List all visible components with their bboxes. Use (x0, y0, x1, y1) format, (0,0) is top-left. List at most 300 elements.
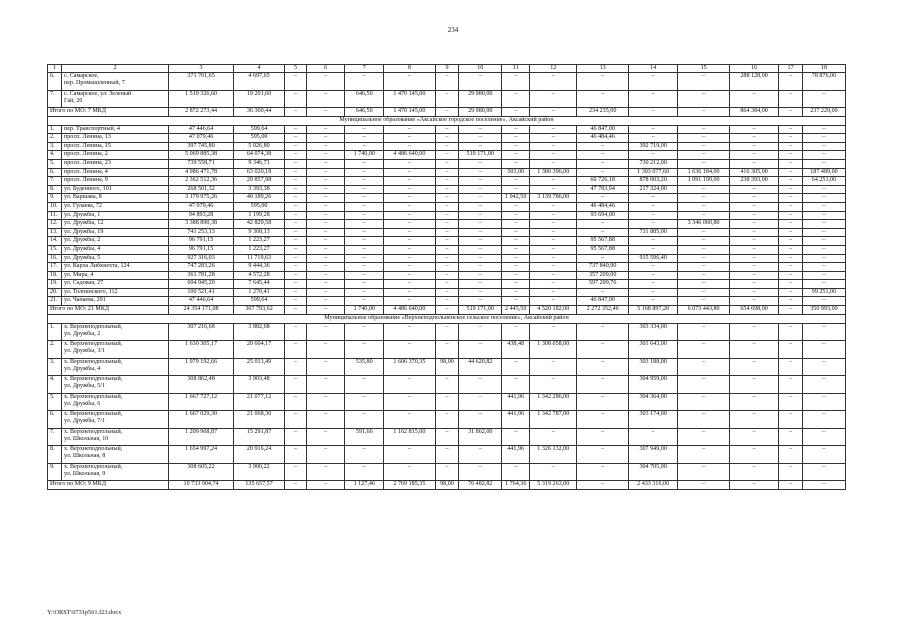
value-cell: 5 069 885,38 (169, 151, 233, 160)
value-cell: – (384, 263, 436, 272)
value-cell: – (306, 376, 345, 394)
value-cell: – (345, 211, 384, 220)
value-cell: 303 174,00 (628, 411, 677, 429)
value-cell: – (530, 142, 577, 151)
value-cell: – (530, 245, 577, 254)
value-cell: – (577, 323, 629, 341)
value-cell: 416 305,00 (729, 168, 778, 177)
value-cell: – (678, 202, 730, 211)
value-cell: 1 223,27 (233, 245, 285, 254)
value-cell: – (435, 202, 459, 211)
value-cell: 927 316,03 (169, 254, 233, 263)
total-value: – (577, 481, 629, 490)
value-cell: – (779, 142, 803, 151)
value-cell: 2 362 512,36 (169, 177, 233, 186)
value-cell: – (779, 428, 803, 446)
value-cell: – (779, 237, 803, 246)
row-number: 15. (48, 245, 62, 254)
value-cell: – (384, 228, 436, 237)
value-cell: – (678, 393, 730, 411)
value-cell: 46 484,46 (577, 202, 629, 211)
value-cell: 1 303 077,60 (628, 168, 677, 177)
total-value: 2 433 316,00 (628, 481, 677, 490)
value-cell: – (435, 254, 459, 263)
value-cell: – (802, 220, 845, 229)
value-cell: 441,96 (502, 393, 530, 411)
total-value: – (802, 481, 845, 490)
table-row (48, 168, 846, 177)
value-cell: – (306, 297, 345, 306)
value-cell: – (435, 159, 459, 168)
header-cell: 10 (459, 65, 502, 73)
value-cell: 63 020,18 (233, 168, 285, 177)
row-number: 12. (48, 220, 62, 229)
value-cell: – (577, 288, 629, 297)
value-cell: 1 636 184,00 (678, 168, 730, 177)
value-cell: – (345, 463, 384, 481)
value-cell: – (577, 393, 629, 411)
value-cell: – (345, 341, 384, 359)
section-title: Муниципальное образование «Верхнеподпольненское сельское поселение», Аксайский район (48, 314, 846, 323)
value-cell: – (345, 288, 384, 297)
value-cell: – (577, 159, 629, 168)
value-cell: 31 862,00 (459, 428, 502, 446)
value-cell: – (459, 463, 502, 481)
value-cell: – (459, 159, 502, 168)
value-cell: – (345, 159, 384, 168)
header-cell: 13 (577, 65, 629, 73)
value-cell: – (530, 323, 577, 341)
value-cell: – (678, 446, 730, 464)
value-cell: – (729, 263, 778, 272)
row-number: 7. (48, 177, 62, 186)
value-cell: – (345, 73, 384, 91)
value-cell: – (384, 194, 436, 203)
value-cell: – (435, 323, 459, 341)
value-cell: – (779, 263, 803, 272)
value-cell: – (435, 142, 459, 151)
value-cell: 47 446,64 (169, 297, 233, 306)
value-cell: – (306, 341, 345, 359)
value-cell: – (678, 73, 730, 91)
value-cell: – (502, 177, 530, 186)
value-cell: – (459, 211, 502, 220)
value-cell: 438,48 (502, 341, 530, 359)
value-cell: – (306, 177, 345, 186)
total-value: 654 698,00 (729, 306, 778, 315)
address-cell: ул. Варшава, 8 (61, 194, 168, 203)
value-cell: – (678, 245, 730, 254)
address-cell: ул. Дружбы, 1 (61, 211, 168, 220)
value-cell: 303 334,00 (628, 323, 677, 341)
value-cell: – (459, 323, 502, 341)
value-cell: – (530, 211, 577, 220)
row-number: 2. (48, 134, 62, 143)
value-cell: – (459, 202, 502, 211)
value-cell: – (435, 446, 459, 464)
value-cell: – (802, 323, 845, 341)
value-cell: – (285, 358, 306, 376)
value-cell: 915 596,40 (628, 254, 677, 263)
value-cell: 595,00 (233, 134, 285, 143)
value-cell: – (285, 245, 306, 254)
value-cell: – (530, 358, 577, 376)
value-cell: 1 942,50 (502, 194, 530, 203)
value-cell: – (285, 463, 306, 481)
value-cell: – (530, 263, 577, 272)
value-cell: 3 179 975,26 (169, 194, 233, 203)
value-cell: – (459, 168, 502, 177)
value-cell: – (729, 220, 778, 229)
total-value: 646,50 (345, 108, 384, 117)
value-cell: – (285, 194, 306, 203)
value-cell: – (345, 411, 384, 429)
value-cell: – (285, 142, 306, 151)
value-cell: 47 446,64 (169, 125, 233, 134)
total-value: – (779, 306, 803, 315)
value-cell: – (502, 185, 530, 194)
value-cell: – (678, 463, 730, 481)
value-cell: 361 781,28 (169, 271, 233, 280)
value-cell: – (802, 358, 845, 376)
value-cell: – (384, 185, 436, 194)
value-cell: 78 876,00 (802, 73, 845, 91)
table-row (48, 211, 846, 220)
table-row (48, 220, 846, 229)
total-value: 1 740,00 (345, 306, 384, 315)
value-cell: 3 393,38 (233, 185, 285, 194)
value-cell: – (577, 220, 629, 229)
value-cell: – (285, 134, 306, 143)
value-cell: – (628, 220, 677, 229)
value-cell: – (530, 288, 577, 297)
value-cell: 737 840,90 (577, 263, 629, 272)
value-cell: 25 013,49 (233, 358, 285, 376)
value-cell: 95 567,88 (577, 245, 629, 254)
value-cell: – (502, 263, 530, 272)
value-cell: 5 026,80 (233, 142, 285, 151)
value-cell: – (285, 254, 306, 263)
table-row (48, 428, 846, 446)
total-value: – (530, 108, 577, 117)
value-cell: – (306, 185, 345, 194)
table-row (48, 202, 846, 211)
value-cell: – (729, 297, 778, 306)
value-cell: – (435, 151, 459, 160)
section-title: Муниципальное образование «Аксайское городское поселение», Аксайский район (48, 116, 846, 125)
value-cell: – (459, 142, 502, 151)
value-cell: – (729, 211, 778, 220)
value-cell: – (779, 194, 803, 203)
value-cell: – (384, 411, 436, 429)
value-cell: – (628, 134, 677, 143)
value-cell: – (530, 134, 577, 143)
value-cell: – (384, 463, 436, 481)
value-cell: – (459, 280, 502, 289)
value-cell: – (502, 151, 530, 160)
value-cell: – (459, 194, 502, 203)
row-number: 3. (48, 358, 62, 376)
total-value: 2 872 273,44 (169, 108, 233, 117)
value-cell: – (285, 376, 306, 394)
value-cell: – (729, 393, 778, 411)
value-cell: – (435, 177, 459, 186)
value-cell: – (285, 411, 306, 429)
value-cell: – (678, 428, 730, 446)
table-row (48, 411, 846, 429)
value-cell: 1 470 145,00 (384, 90, 436, 108)
value-cell: – (779, 73, 803, 91)
value-cell: – (345, 376, 384, 394)
row-number: 4. (48, 151, 62, 160)
value-cell: – (779, 297, 803, 306)
value-cell: – (779, 90, 803, 108)
value-cell: – (345, 297, 384, 306)
value-cell: 3 882,68 (233, 323, 285, 341)
value-cell: 29 980,00 (459, 90, 502, 108)
value-cell: 20 604,17 (233, 341, 285, 359)
total-value: 98,00 (435, 481, 459, 490)
value-cell: – (729, 185, 778, 194)
value-cell: – (802, 254, 845, 263)
value-cell: – (345, 142, 384, 151)
value-cell: – (530, 254, 577, 263)
total-value: – (678, 481, 730, 490)
value-cell: – (502, 463, 530, 481)
address-cell: ул. Дружбы, 5 (61, 254, 168, 263)
address-cell: ул. Дружбы, 4 (61, 245, 168, 254)
row-number: 17. (48, 263, 62, 272)
value-cell: – (345, 280, 384, 289)
value-cell: – (779, 202, 803, 211)
value-cell: – (306, 168, 345, 177)
value-cell: 1 342 787,00 (530, 411, 577, 429)
value-cell: – (459, 271, 502, 280)
address-cell: просп. Ленина, 4 (61, 168, 168, 177)
value-cell: – (306, 73, 345, 91)
value-cell: – (285, 185, 306, 194)
value-cell: – (530, 177, 577, 186)
address-cell: х. Верхнеподпольный, ул. Школьная, 8 (61, 446, 168, 464)
value-cell: – (435, 463, 459, 481)
value-cell: 1 342 286,00 (530, 393, 577, 411)
row-number: 20. (48, 288, 62, 297)
value-cell: 1 519 326,60 (169, 90, 233, 108)
value-cell: – (802, 393, 845, 411)
value-cell: – (802, 159, 845, 168)
value-cell: 308 605,22 (169, 463, 233, 481)
value-cell: 597 299,76 (577, 280, 629, 289)
value-cell: – (779, 463, 803, 481)
value-cell: – (628, 263, 677, 272)
value-cell: – (306, 125, 345, 134)
value-cell: – (435, 376, 459, 394)
total-value: 234 235,00 (577, 108, 629, 117)
row-number: 16. (48, 254, 62, 263)
value-cell: – (384, 177, 436, 186)
value-cell: 15 291,87 (233, 428, 285, 446)
address-cell: ул. Дружбы, 2 (61, 237, 168, 246)
value-cell: – (435, 280, 459, 289)
row-number: 7. (48, 428, 62, 446)
address-cell: ул. Буденного, 101 (61, 185, 168, 194)
table-row (48, 341, 846, 359)
value-cell: – (306, 134, 345, 143)
value-cell: – (306, 211, 345, 220)
value-cell: 441,96 (502, 411, 530, 429)
value-cell: – (628, 202, 677, 211)
row-number: 6. (48, 168, 62, 177)
row-number: 21. (48, 297, 62, 306)
value-cell: – (459, 446, 502, 464)
value-cell: – (678, 271, 730, 280)
value-cell: 1 199,28 (233, 211, 285, 220)
value-cell: 44 620,82 (459, 358, 502, 376)
value-cell: – (435, 411, 459, 429)
value-cell: – (285, 90, 306, 108)
value-cell: 646,50 (345, 90, 384, 108)
value-cell: – (530, 297, 577, 306)
value-cell: – (459, 411, 502, 429)
value-cell: – (802, 134, 845, 143)
value-cell: – (779, 393, 803, 411)
value-cell: – (530, 151, 577, 160)
value-cell: 303 188,00 (628, 358, 677, 376)
table-row (48, 263, 846, 272)
value-cell: – (384, 220, 436, 229)
row-number: 11. (48, 211, 62, 220)
total-row (48, 306, 846, 315)
value-cell: – (384, 159, 436, 168)
value-cell: – (502, 288, 530, 297)
value-cell: – (802, 341, 845, 359)
section-title-row (48, 314, 846, 323)
value-cell: 357 209,00 (577, 271, 629, 280)
value-cell: – (285, 341, 306, 359)
value-cell: – (502, 202, 530, 211)
value-cell: – (306, 393, 345, 411)
value-cell: – (502, 125, 530, 134)
value-cell: – (285, 168, 306, 177)
address-cell: х. Верхнеподпольный, ул. Дружбы, 5/1 (61, 376, 168, 394)
value-cell: – (802, 271, 845, 280)
row-number: 10. (48, 202, 62, 211)
row-number: 4. (48, 376, 62, 394)
value-cell: – (779, 323, 803, 341)
file-path: Y:\ORST\0731p561.f23.docx (47, 609, 122, 616)
value-cell: – (459, 254, 502, 263)
value-cell: 3 903,48 (233, 376, 285, 394)
header-cell: 17 (779, 65, 803, 73)
value-cell: – (779, 220, 803, 229)
value-cell: – (678, 228, 730, 237)
table-row (48, 151, 846, 160)
table-row (48, 463, 846, 481)
table-row (48, 393, 846, 411)
value-cell: – (384, 254, 436, 263)
value-cell: 3 139 786,00 (530, 194, 577, 203)
table-row (48, 271, 846, 280)
value-cell: – (502, 220, 530, 229)
section-title-row (48, 116, 846, 125)
header-cell: 1 (48, 65, 62, 73)
value-cell: – (729, 463, 778, 481)
total-value: 1 127,46 (345, 481, 384, 490)
value-cell: – (729, 358, 778, 376)
value-cell: 519 171,00 (459, 151, 502, 160)
value-cell: 604 945,20 (169, 280, 233, 289)
address-cell: ул. Мира, 4 (61, 271, 168, 280)
value-cell: 238 393,00 (729, 177, 778, 186)
total-value: – (435, 108, 459, 117)
value-cell: – (345, 245, 384, 254)
value-cell: – (729, 376, 778, 394)
row-number: 9. (48, 194, 62, 203)
address-cell: ул. Карла Либкнехта, 124 (61, 263, 168, 272)
value-cell: – (285, 237, 306, 246)
value-cell: – (729, 323, 778, 341)
value-cell: – (729, 271, 778, 280)
value-cell: – (729, 194, 778, 203)
value-cell: – (306, 463, 345, 481)
value-cell: – (779, 228, 803, 237)
value-cell: – (530, 376, 577, 394)
address-cell: х. Верхнеподпольный, ул. Дружбы, 7/1 (61, 411, 168, 429)
value-cell: 9 444,36 (233, 263, 285, 272)
value-cell: – (678, 341, 730, 359)
value-cell: – (345, 185, 384, 194)
header-cell: 16 (729, 65, 778, 73)
value-cell: – (577, 411, 629, 429)
value-cell: – (628, 288, 677, 297)
value-cell: – (384, 393, 436, 411)
value-cell: – (577, 228, 629, 237)
value-cell: – (802, 376, 845, 394)
address-cell: просп. Ленина, 2 (61, 151, 168, 160)
value-cell: 392 719,00 (628, 142, 677, 151)
value-cell: – (435, 428, 459, 446)
value-cell: – (729, 254, 778, 263)
value-cell: – (577, 90, 629, 108)
value-cell: – (779, 151, 803, 160)
value-cell: – (729, 134, 778, 143)
row-number: 9. (48, 463, 62, 481)
value-cell: – (530, 125, 577, 134)
value-cell: – (502, 323, 530, 341)
value-cell: 3 900,22 (233, 463, 285, 481)
value-cell: 304 959,00 (628, 376, 677, 394)
value-cell: – (779, 159, 803, 168)
row-number: 8. (48, 185, 62, 194)
value-cell: 731 885,00 (628, 228, 677, 237)
value-cell: – (628, 428, 677, 446)
row-number: 6. (48, 73, 62, 91)
value-cell: – (678, 263, 730, 272)
total-value: 36 300,44 (233, 108, 285, 117)
value-cell: 21 077,12 (233, 393, 285, 411)
value-cell: – (285, 73, 306, 91)
total-value: – (779, 108, 803, 117)
value-cell: – (502, 376, 530, 394)
value-cell: – (628, 151, 677, 160)
header-cell: 7 (345, 65, 384, 73)
value-cell: – (729, 142, 778, 151)
value-cell: – (306, 151, 345, 160)
value-cell: – (384, 73, 436, 91)
value-cell: – (306, 159, 345, 168)
value-cell: – (678, 358, 730, 376)
value-cell: 268 501,32 (169, 185, 233, 194)
